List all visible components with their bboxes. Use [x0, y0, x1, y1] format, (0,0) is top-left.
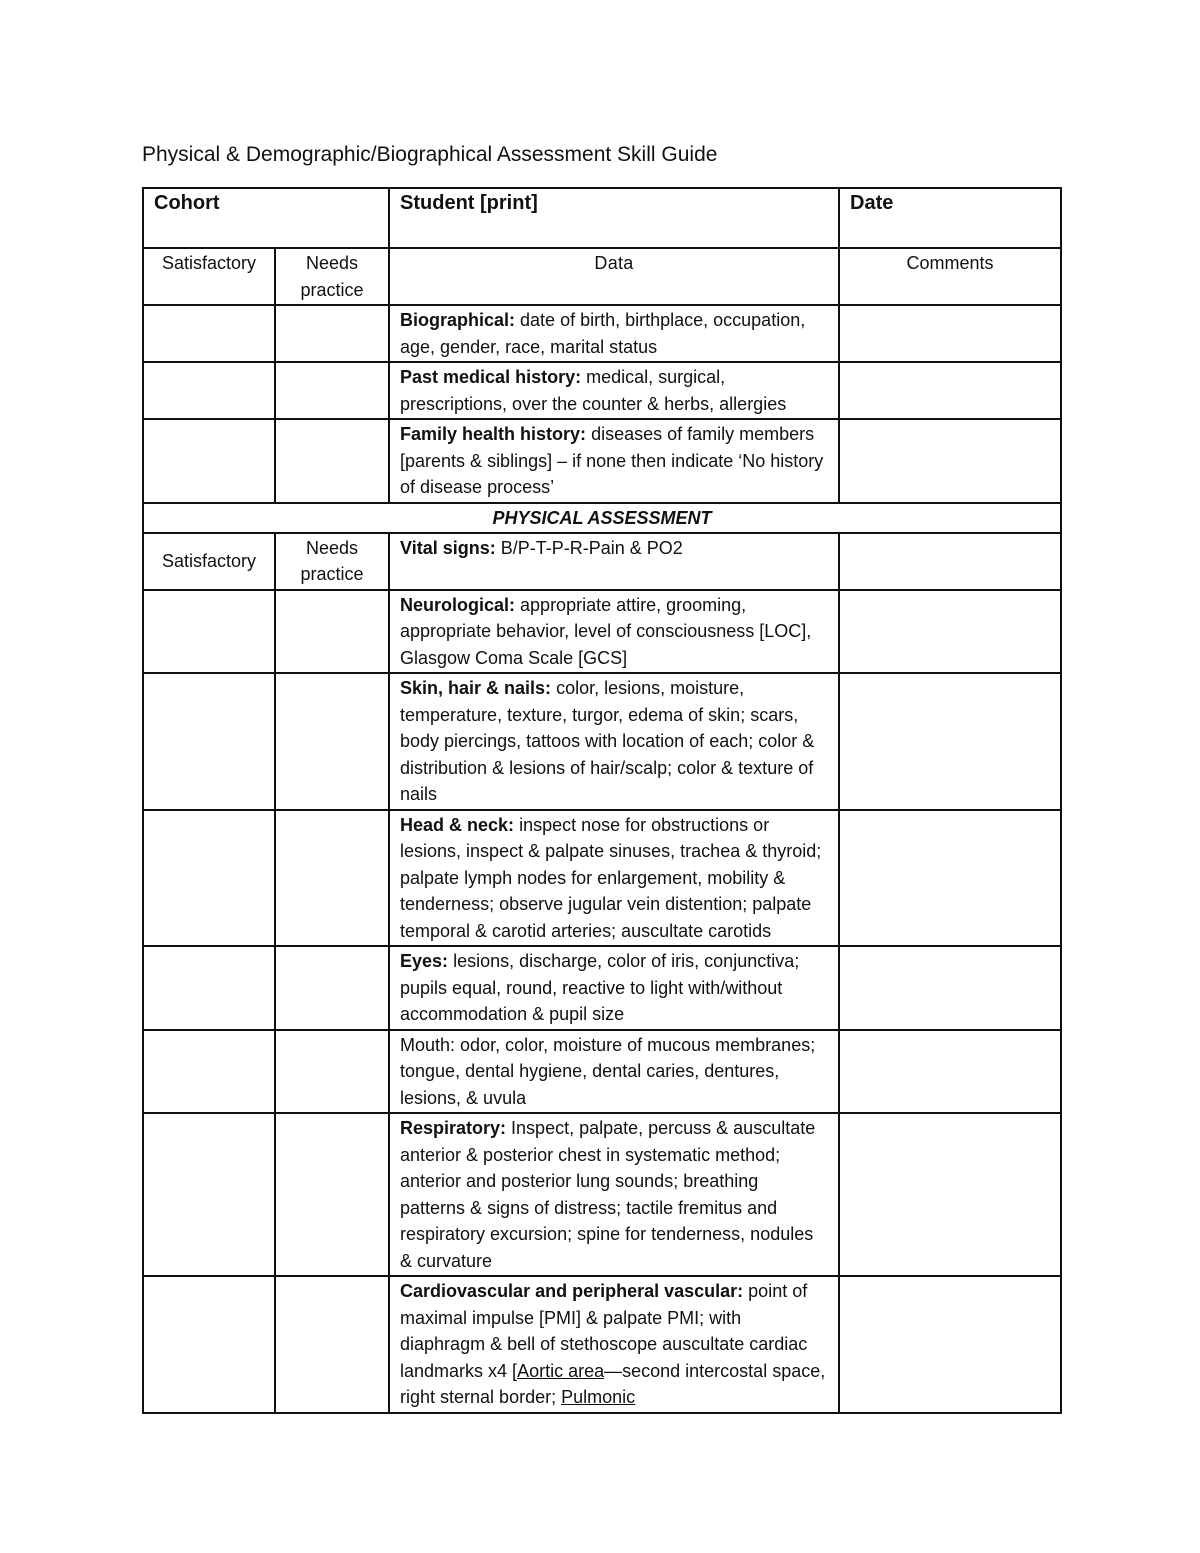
- data-text: lesions, discharge, color of iris, conjunctiva; pupils equal, round, reactive to light with/without accommodation & pupil size: [400, 951, 800, 1024]
- header-row: [143, 188, 1061, 248]
- table-row: [143, 673, 1061, 810]
- document-title: Physical & Demographic/Biographical Assessment Skill Guide: [142, 143, 718, 166]
- needs-practice-cell[interactable]: [275, 362, 389, 419]
- student-cell[interactable]: [389, 188, 839, 248]
- satisfactory-cell[interactable]: [143, 1030, 275, 1114]
- aortic-area-text: Aortic area: [517, 1360, 605, 1381]
- data-text: color, lesions, moisture, temperature, texture, turgor, edema of skin; scars, body piercings, tattoos with location of each; color & distribution & lesions of hair/scalp; color & texture of nails: [400, 678, 815, 804]
- satisfactory-header: Satisfactory: [143, 533, 275, 590]
- data-cell: [389, 946, 839, 1030]
- column-header-row: [143, 248, 1061, 305]
- needs-practice-cell[interactable]: [275, 1276, 389, 1413]
- data-topic: Cardiovascular and peripheral vascular:: [400, 1281, 744, 1301]
- data-topic: Respiratory:: [400, 1118, 507, 1138]
- needs-practice-cell[interactable]: [275, 673, 389, 810]
- vital-signs-row: [143, 533, 1061, 590]
- table-row: [143, 1276, 1061, 1413]
- data-text: date of birth, birthplace, occupation, age, gender, race, marital status: [400, 310, 806, 357]
- data-cell: [389, 590, 839, 674]
- date-label: Date: [850, 192, 894, 214]
- comments-cell[interactable]: [839, 946, 1061, 1030]
- needs-practice-cell[interactable]: [275, 810, 389, 947]
- data-text: —second intercostal space, right sternal border;: [400, 1360, 826, 1407]
- comments-cell[interactable]: [839, 362, 1061, 419]
- data-header: Data: [389, 248, 839, 305]
- comments-cell[interactable]: [839, 533, 1061, 590]
- needs-practice-header: Needs practice: [275, 533, 389, 590]
- data-cell: [389, 1030, 839, 1114]
- comments-cell[interactable]: [839, 673, 1061, 810]
- satisfactory-cell[interactable]: [143, 590, 275, 674]
- data-topic: Eyes:: [400, 951, 449, 971]
- needs-practice-header: Needs practice: [275, 248, 389, 305]
- satisfactory-cell[interactable]: [143, 1113, 275, 1276]
- table-row: [143, 1113, 1061, 1276]
- table-row: [143, 305, 1061, 362]
- needs-practice-cell[interactable]: [275, 305, 389, 362]
- data-topic: Family health history:: [400, 424, 587, 444]
- data-text: medical, surgical, prescriptions, over the counter & herbs, allergies: [400, 367, 787, 414]
- data-text: Inspect, palpate, percuss & auscultate anterior & posterior chest in systematic method; anterior and posterior lung sounds; breathing patterns & signs of distress; tactile fremitus and respiratory excursion; spine for tenderness, nodules & curvature: [400, 1118, 816, 1271]
- comments-header: Comments: [839, 248, 1061, 305]
- data-cell: [389, 419, 839, 503]
- needs-practice-cell[interactable]: [275, 946, 389, 1030]
- data-topic: Biographical:: [400, 310, 516, 330]
- needs-practice-cell[interactable]: [275, 1113, 389, 1276]
- data-cell: [389, 1113, 839, 1276]
- comments-cell[interactable]: [839, 1113, 1061, 1276]
- data-cell: [389, 673, 839, 810]
- data-cell: [389, 305, 839, 362]
- data-topic: Head & neck:: [400, 814, 515, 835]
- data-text: point of maximal impulse [PMI] & palpate PMI; with diaphragm & bell of stethoscope auscultate cardiac landmarks x4 [: [400, 1281, 808, 1381]
- data-cell: [389, 810, 839, 947]
- table-row: [143, 1030, 1061, 1114]
- skill-guide-table: [142, 187, 1062, 1414]
- data-topic: Past medical history:: [400, 367, 582, 387]
- satisfactory-cell[interactable]: [143, 419, 275, 503]
- section-title: PHYSICAL ASSESSMENT: [143, 503, 1061, 533]
- satisfactory-cell[interactable]: [143, 673, 275, 810]
- table-row: [143, 362, 1061, 419]
- data-text: Mouth: odor, color, moisture of mucous membranes; tongue, dental hygiene, dental caries, dentures, lesions, & uvula: [400, 1034, 816, 1108]
- satisfactory-cell[interactable]: [143, 946, 275, 1030]
- table-row: [143, 946, 1061, 1030]
- comments-cell[interactable]: [839, 590, 1061, 674]
- table-row: [143, 590, 1061, 674]
- data-topic: Skin, hair & nails:: [400, 678, 552, 698]
- cohort-cell[interactable]: [143, 188, 389, 248]
- comments-cell[interactable]: [839, 305, 1061, 362]
- table-row: [143, 419, 1061, 503]
- cohort-label: Cohort: [154, 192, 220, 214]
- data-cell: [389, 362, 839, 419]
- student-label: Student [print]: [400, 192, 538, 214]
- data-topic: Vital signs:: [400, 537, 496, 558]
- comments-cell[interactable]: [839, 1276, 1061, 1413]
- needs-practice-cell[interactable]: [275, 590, 389, 674]
- satisfactory-cell[interactable]: [143, 810, 275, 947]
- data-text: appropriate attire, grooming, appropriate behavior, level of consciousness [LOC], Glasgow Coma Scale [GCS]: [400, 594, 812, 668]
- section-row: [143, 503, 1061, 533]
- comments-cell[interactable]: [839, 810, 1061, 947]
- data-topic: Neurological:: [400, 594, 516, 615]
- pulmonic-text: Pulmonic: [561, 1387, 636, 1407]
- data-cell: [389, 533, 839, 590]
- needs-practice-cell[interactable]: [275, 419, 389, 503]
- data-cell: [389, 1276, 839, 1413]
- satisfactory-cell[interactable]: [143, 362, 275, 419]
- satisfactory-cell[interactable]: [143, 305, 275, 362]
- needs-practice-cell[interactable]: [275, 1030, 389, 1114]
- comments-cell[interactable]: [839, 1030, 1061, 1114]
- date-cell[interactable]: [839, 188, 1061, 248]
- table-row: [143, 810, 1061, 947]
- data-text: inspect nose for obstructions or lesions, inspect & palpate sinuses, trachea & thyroid; palpate lymph nodes for enlargement, mobility & tenderness; observe jugular vein distention; palpate temporal & carotid arteries; auscultate carotids: [400, 814, 822, 941]
- satisfactory-cell[interactable]: [143, 1276, 275, 1413]
- satisfactory-header: Satisfactory: [143, 248, 275, 305]
- data-text: B/P-T-P-R-Pain & PO2: [495, 537, 683, 558]
- comments-cell[interactable]: [839, 419, 1061, 503]
- data-text: diseases of family members [parents & siblings] – if none then indicate ‘No history of disease process’: [400, 424, 824, 497]
